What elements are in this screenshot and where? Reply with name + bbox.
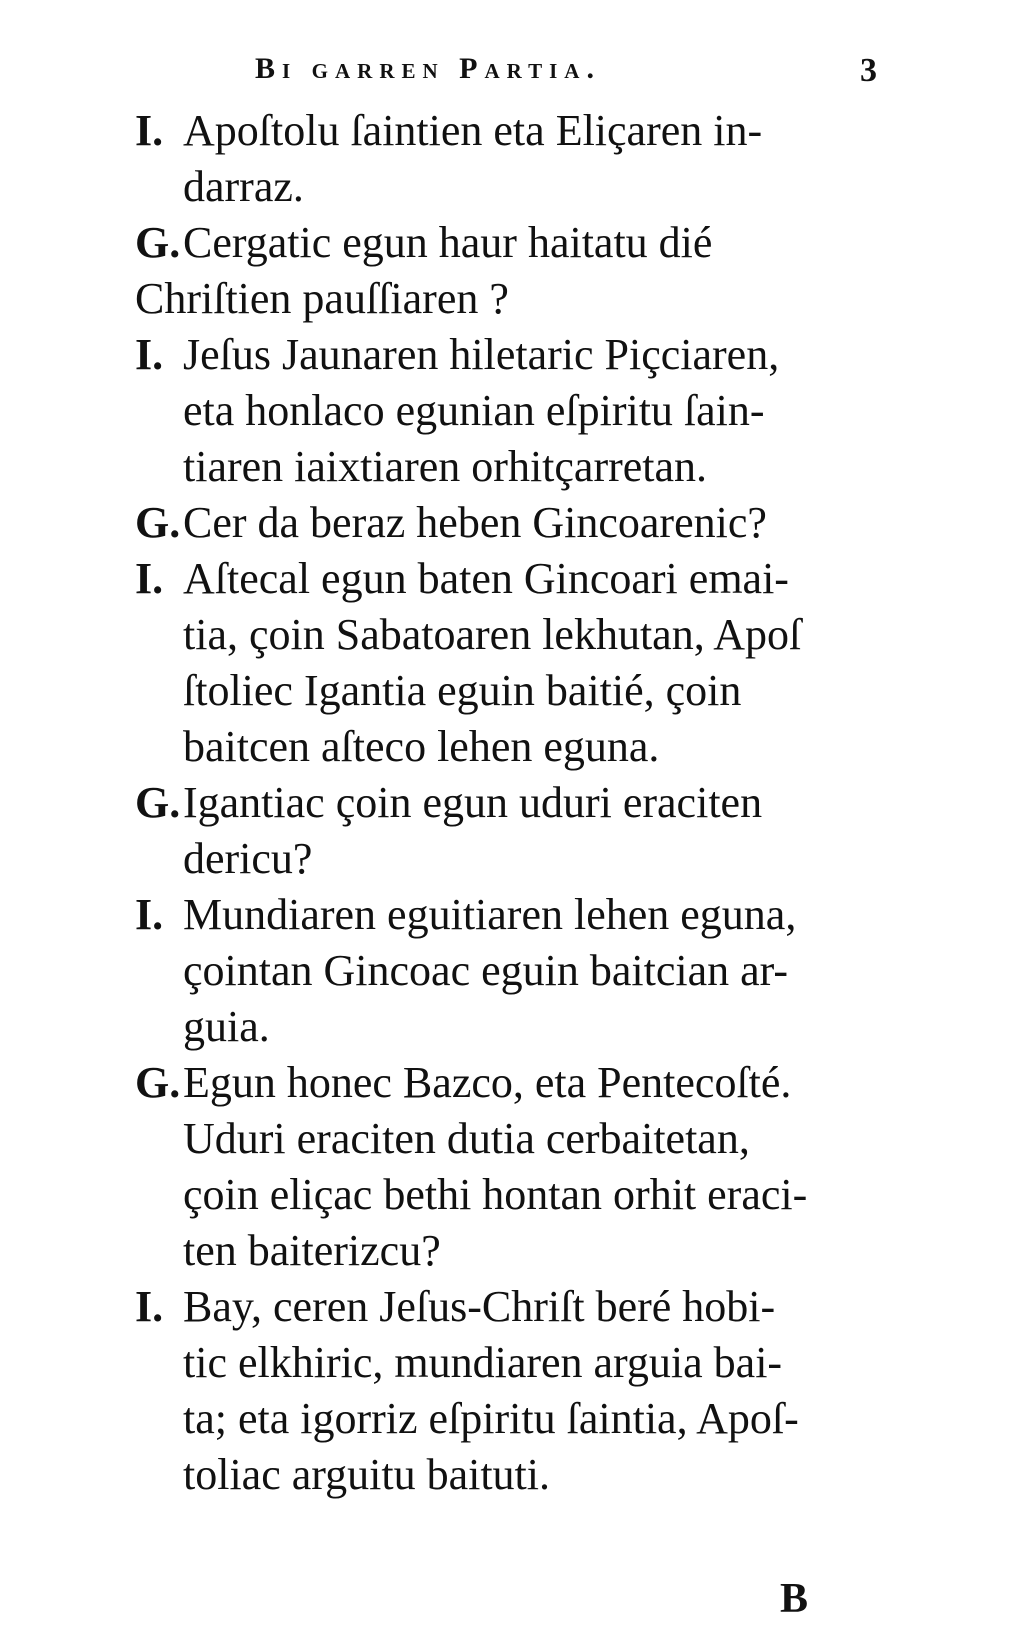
dialogue-entry [135, 1055, 915, 1279]
speaker-label: I. [135, 106, 164, 155]
text-line: dericu? [183, 834, 313, 883]
dialogue-text [135, 103, 915, 1503]
text-line: baitcen aſteco lehen eguna. [183, 722, 660, 771]
dialogue-entry [135, 887, 915, 1055]
speaker-label: G. [135, 778, 181, 827]
text-line: ſtoliec Igantia eguin baitié, çoin [183, 666, 742, 715]
text-line: Aſtecal egun baten Gincoari emai- [183, 554, 789, 603]
text-line: Cergatic egun haur haitatu dié [183, 218, 713, 267]
running-head: Bi garren Partia. [255, 52, 601, 85]
page-number: 3 [860, 52, 877, 89]
text-line: tic elkhiric, mundiaren arguia bai- [183, 1338, 783, 1387]
speaker-label: I. [135, 330, 164, 379]
dialogue-entry [135, 551, 915, 775]
text-line: tia, çoin Sabatoaren lekhutan, Apoſ [183, 610, 802, 659]
text-line: Mundiaren eguitiaren lehen eguna, [183, 890, 797, 939]
text-line: Bay, ceren Jeſus-Chriſt beré hobi- [183, 1282, 776, 1331]
text-line: Apoſtolu ſaintien eta Eliçaren in- [183, 106, 763, 155]
text-line: çoin eliçac bethi hontan orhit eraci- [183, 1170, 808, 1219]
text-line: Egun honec Bazco, eta Pentecoſté. [183, 1058, 792, 1107]
dialogue-entry [135, 1279, 915, 1503]
text-line: ten baiterizcu? [183, 1226, 441, 1275]
text-line: Jeſus Jaunaren hiletaric Piçciaren, [183, 330, 780, 379]
speaker-label: I. [135, 890, 164, 939]
dialogue-entry [135, 775, 915, 887]
text-line: tiaren iaixtiaren orhitçarretan. [183, 442, 708, 491]
text-line: darraz. [183, 162, 304, 211]
speaker-label: G. [135, 218, 181, 267]
text-line: Chriſtien pauſſiaren ? [135, 274, 509, 323]
speaker-label: G. [135, 498, 181, 547]
dialogue-entry [135, 327, 915, 495]
text-line: Cer da beraz heben Gincoarenic? [183, 498, 767, 547]
dialogue-entry [135, 103, 915, 215]
text-line: toliac arguitu baituti. [183, 1450, 550, 1499]
speaker-label: I. [135, 1282, 164, 1331]
text-line: çointan Gincoac eguin baitcian ar- [183, 946, 789, 995]
text-line: Igantiac çoin egun uduri eraciten [183, 778, 763, 827]
text-line: Uduri eraciten dutia cerbaitetan, [183, 1114, 750, 1163]
text-line: guia. [183, 1002, 270, 1051]
text-line: eta honlaco egunian eſpiritu ſain- [183, 386, 765, 435]
speaker-label: I. [135, 554, 164, 603]
dialogue-entry [135, 215, 915, 327]
speaker-label: G. [135, 1058, 181, 1107]
dialogue-entry [135, 495, 915, 551]
signature-mark: B [780, 1576, 809, 1622]
text-line: ta; eta igorriz eſpiritu ſaintia, Apoſ- [183, 1394, 799, 1443]
